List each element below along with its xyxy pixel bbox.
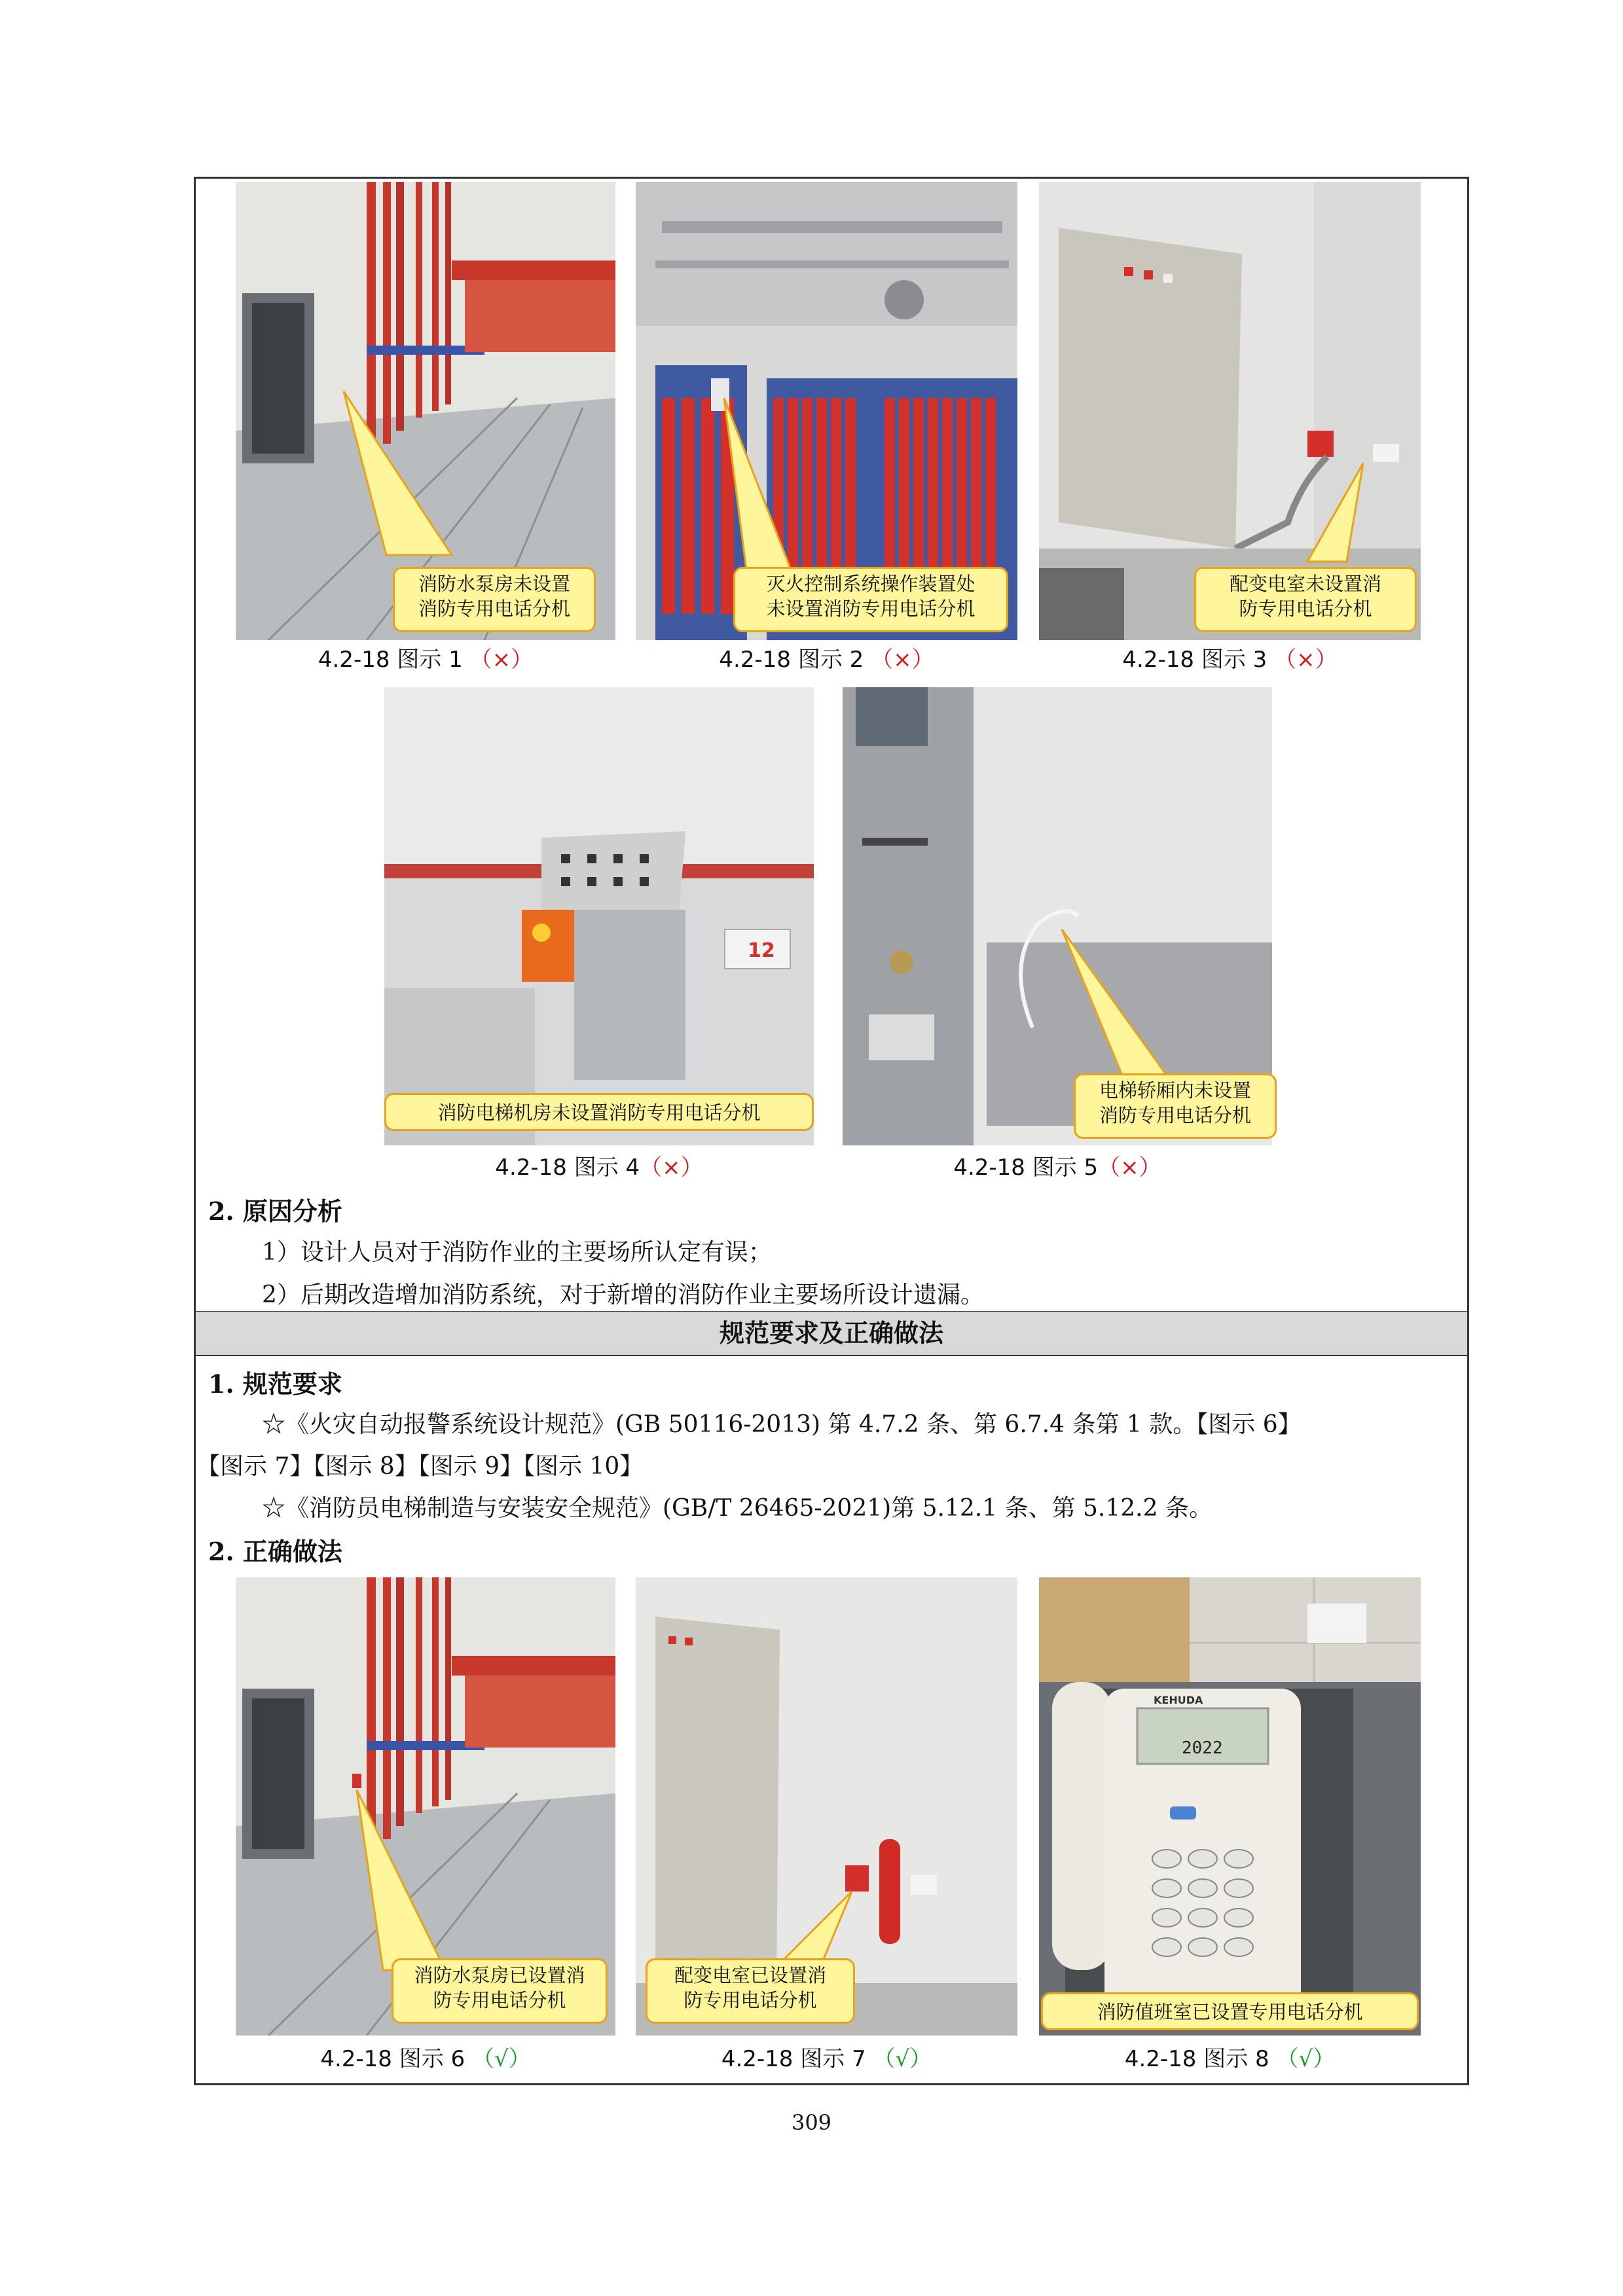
callout-7: 配变电室已设置消 防专用电话分机 [646,1958,855,2024]
caption-figure-8: 4.2-18 图示 8 （√） [1124,2046,1336,2072]
cross-mark: （×） [1274,647,1338,673]
check-mark: （√） [1276,2046,1336,2072]
cross-mark: （×） [871,647,934,673]
requirements-heading: 1. 规范要求 [208,1369,342,1399]
check-mark: （√） [472,2046,531,2072]
caption-figure-5: 4.2-18 图示 5（×） [953,1155,1161,1181]
cross-mark: （×） [1098,1155,1161,1181]
requirement-line-3: ☆《消防员电梯制造与安装安全规范》(GB/T 26465-2021)第 5.12.1 条、第 5.12.2 条。 [262,1495,1213,1522]
caption-figure-2: 4.2-18 图示 2 （×） [719,647,934,673]
photo-duty-room-phone [1039,1577,1421,2036]
callout-4: 消防电梯机房未设置消防专用电话分机 [384,1093,814,1131]
cross-mark: （×） [469,647,534,673]
callout-1: 消防水泵房未设置 消防专用电话分机 [393,567,596,632]
section-title: 规范要求及正确做法 [196,1312,1467,1355]
correct-heading: 2. 正确做法 [208,1537,342,1566]
caption-figure-3: 4.2-18 图示 3 （×） [1122,647,1338,673]
photo-number-label: 12 [748,939,775,962]
phone-display: 2022 [1182,1738,1223,1758]
phone-brand: KEHUDA [1154,1694,1203,1706]
page-number: 309 [791,2110,832,2135]
cross-mark: （×） [640,1155,703,1181]
callout-5: 电梯轿厢内未设置 消防专用电话分机 [1074,1073,1277,1139]
check-mark: （√） [873,2046,932,2072]
requirement-line-2: 【图示 7】【图示 8】【图示 9】【图示 10】 [196,1453,644,1480]
requirement-line-1: ☆《火灾自动报警系统设计规范》(GB 50116-2013) 第 4.7.2 条、第 6.7.4 条第 1 款。【图示 6】 [262,1411,1302,1438]
cause-item-1: 1）设计人员对于消防作业的主要场所认定有误； [262,1239,772,1266]
caption-figure-4: 4.2-18 图示 4（×） [495,1155,703,1181]
caption-figure-1: 4.2-18 图示 1 （×） [318,647,534,673]
photo-elevator-machine-room [384,687,814,1145]
callout-3: 配变电室未设置消 防专用电话分机 [1194,567,1417,632]
callout-2: 灭火控制系统操作装置处 未设置消防专用电话分机 [733,567,1008,632]
cause-heading: 2. 原因分析 [208,1196,342,1226]
cause-item-2: 2）后期改造增加消防系统，对于新增的消防作业主要场所设计遗漏。 [262,1282,984,1308]
callout-8: 消防值班室已设置专用电话分机 [1041,1992,1419,2030]
caption-figure-7: 4.2-18 图示 7 （√） [721,2046,932,2072]
caption-figure-6: 4.2-18 图示 6 （√） [320,2046,531,2072]
callout-6: 消防水泵房已设置消 防专用电话分机 [392,1958,608,2024]
